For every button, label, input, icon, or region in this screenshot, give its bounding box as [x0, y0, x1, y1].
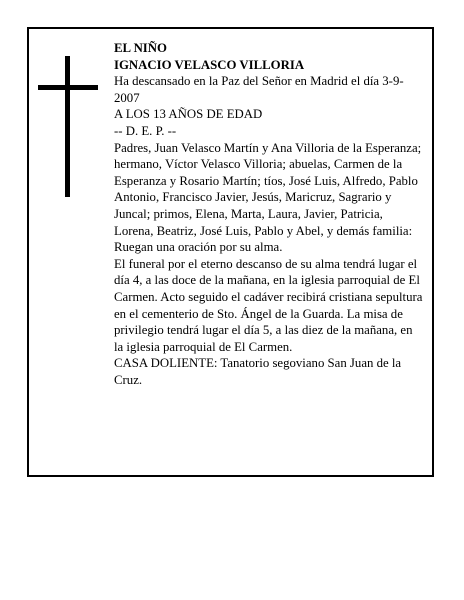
notice-text-block: [114, 40, 424, 388]
funeral-details: El funeral por el eterno descanso de su alma tendrá lugar el día 4, a las doce de la mañana, en la iglesia parroquial de El Carmen. Acto seguido el cadáver recibirá cristiana sepultura en el cementerio de Sto. Ángel de la Guarda. La misa de privilegio tendrá lugar el día 5, a las diez de la mañana, en la iglesia parroquial de El Carmen.: [114, 256, 423, 354]
mourning-house: CASA DOLIENTE: Tanatorio segoviano San Juan de la Cruz.: [114, 356, 402, 387]
age-line: A LOS 13 AÑOS DE EDAD: [114, 107, 263, 122]
cross-horizontal-bar: [38, 85, 98, 90]
notice-header: EL NIÑO: [114, 41, 167, 55]
death-statement: Ha descansado en la Paz del Señor en Madrid el día 3-9-2007: [114, 74, 404, 105]
deceased-name: IGNACIO VELASCO VILLORIA: [114, 57, 305, 72]
family-list: Padres, Juan Velasco Martín y Ana Villoria de la Esperanza; hermano, Víctor Velasco Villoria; abuelas, Carmen de la Esperanza y Rosario Martín; tíos, José Luis, Alfredo, Pablo Antonio, Francisco Javier, Jesús, Maricruz, Sagrario y Juncal; primos, Elena, Marta, Laura, Javier, Patricia, Lorena, Beatriz, José Luis, Pablo y Abel, y demás familia:: [114, 140, 422, 238]
cross-vertical-bar: [65, 56, 70, 197]
rip-line: -- D. E. P. --: [114, 123, 177, 138]
prayer-request: Ruegan una oración por su alma.: [114, 240, 283, 255]
